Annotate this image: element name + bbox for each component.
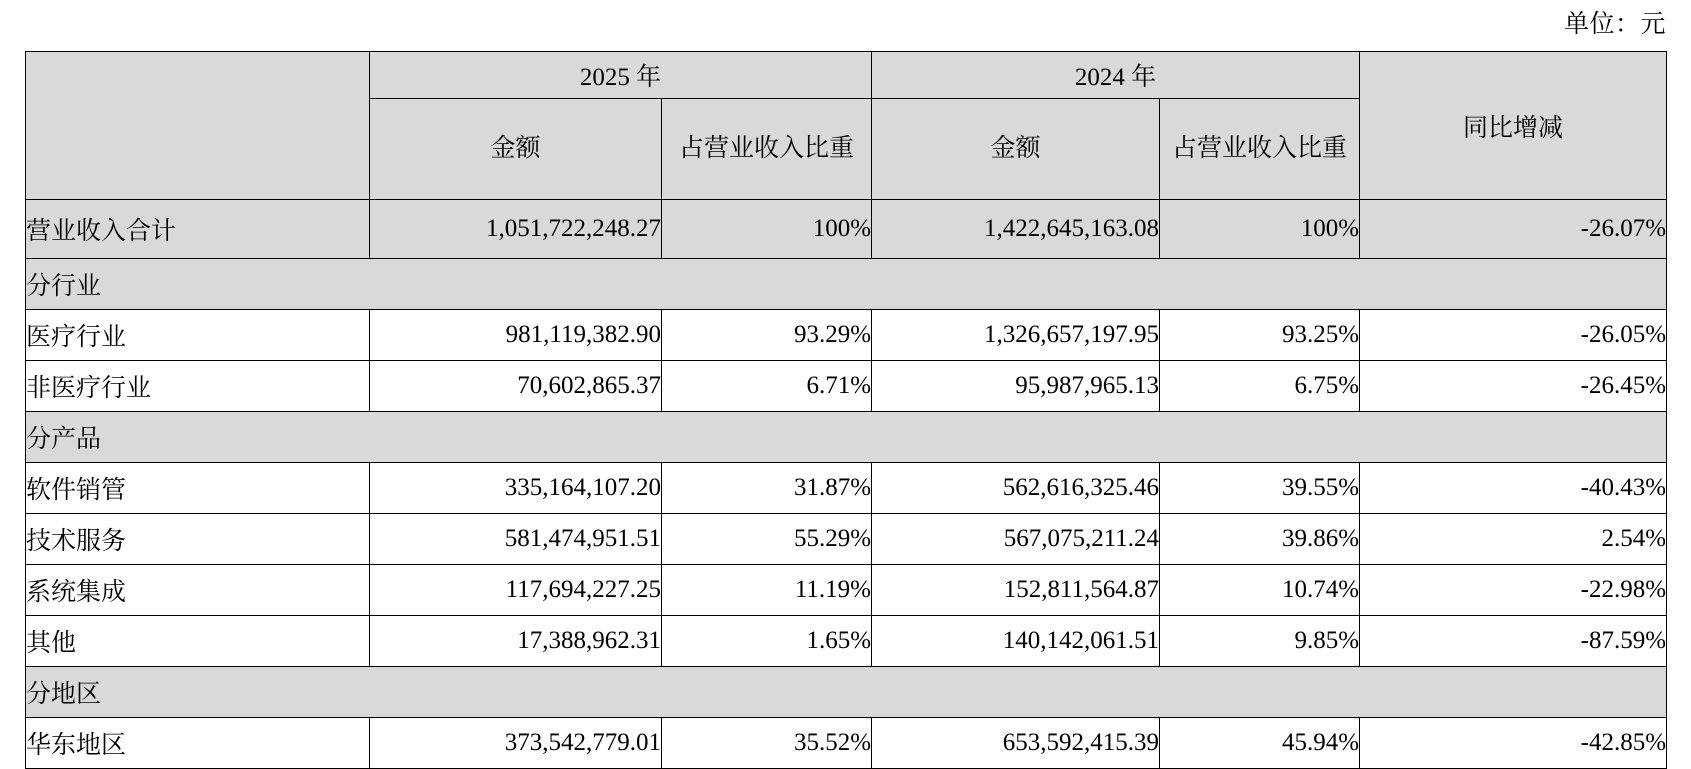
header-amount-2025: 金额 [370, 99, 662, 200]
cell-ratio-2024: 6.75% [1160, 361, 1360, 412]
table-body [26, 200, 1667, 769]
cell-yoy: 2.54% [1360, 514, 1667, 565]
cell-amount-2025: 17,388,962.31 [370, 616, 662, 667]
cell-amount-2024: 95,987,965.13 [872, 361, 1160, 412]
header-yoy-change: 同比增减 [1360, 52, 1667, 200]
row-label: 医疗行业 [26, 310, 370, 361]
cell-ratio-2024: 10.74% [1160, 565, 1360, 616]
cell-amount-2025: 981,119,382.90 [370, 310, 662, 361]
cell-yoy: -42.85% [1360, 718, 1667, 769]
cell-amount-2025: 117,694,227.25 [370, 565, 662, 616]
cell-ratio-2024: 93.25% [1160, 310, 1360, 361]
table-section-row [26, 667, 1667, 718]
header-year-2025: 2025 年 [370, 52, 872, 99]
cell-amount-2025: 581,474,951.51 [370, 514, 662, 565]
table-section-row [26, 412, 1667, 463]
cell-ratio-2025: 35.52% [662, 718, 872, 769]
cell-ratio-2024: 39.86% [1160, 514, 1360, 565]
header-year-2024: 2024 年 [872, 52, 1360, 99]
table-row [26, 463, 1667, 514]
cell-amount-2024: 1,422,645,163.08 [872, 200, 1160, 259]
cell-yoy: -87.59% [1360, 616, 1667, 667]
header-amount-2024: 金额 [872, 99, 1160, 200]
revenue-breakdown-table [25, 51, 1667, 769]
unit-note: 单位：元 [1563, 11, 1666, 38]
header-ratio-2025: 占营业收入比重 [662, 99, 872, 200]
row-label: 技术服务 [26, 514, 370, 565]
row-label: 非医疗行业 [26, 361, 370, 412]
row-label: 系统集成 [26, 565, 370, 616]
cell-amount-2025: 373,542,779.01 [370, 718, 662, 769]
cell-ratio-2024: 100% [1160, 200, 1360, 259]
row-label: 软件销管 [26, 463, 370, 514]
cell-amount-2025: 335,164,107.20 [370, 463, 662, 514]
table-row [26, 361, 1667, 412]
cell-yoy: -40.43% [1360, 463, 1667, 514]
cell-yoy: -26.45% [1360, 361, 1667, 412]
table-row [26, 718, 1667, 769]
cell-ratio-2025: 93.29% [662, 310, 872, 361]
table-row [26, 565, 1667, 616]
table-row [26, 514, 1667, 565]
cell-ratio-2025: 6.71% [662, 361, 872, 412]
cell-ratio-2025: 55.29% [662, 514, 872, 565]
cell-ratio-2024: 39.55% [1160, 463, 1360, 514]
cell-yoy: -26.05% [1360, 310, 1667, 361]
cell-amount-2024: 567,075,211.24 [872, 514, 1160, 565]
cell-amount-2024: 562,616,325.46 [872, 463, 1160, 514]
cell-ratio-2024: 45.94% [1160, 718, 1360, 769]
table-total-row [26, 200, 1667, 259]
row-label: 其他 [26, 616, 370, 667]
cell-yoy: -22.98% [1360, 565, 1667, 616]
cell-ratio-2025: 11.19% [662, 565, 872, 616]
header-corner-blank [26, 52, 370, 200]
cell-ratio-2025: 1.65% [662, 616, 872, 667]
cell-amount-2024: 1,326,657,197.95 [872, 310, 1160, 361]
cell-ratio-2025: 31.87% [662, 463, 872, 514]
section-label: 分行业 [26, 259, 1667, 310]
table-header [26, 52, 1667, 200]
table-section-row [26, 259, 1667, 310]
cell-amount-2024: 152,811,564.87 [872, 565, 1160, 616]
header-row-years [26, 52, 1667, 99]
cell-amount-2024: 653,592,415.39 [872, 718, 1160, 769]
row-label: 华东地区 [26, 718, 370, 769]
section-label: 分地区 [26, 667, 1667, 718]
row-label: 营业收入合计 [26, 200, 370, 259]
section-label: 分产品 [26, 412, 1667, 463]
cell-yoy: -26.07% [1360, 200, 1667, 259]
header-ratio-2024: 占营业收入比重 [1160, 99, 1360, 200]
cell-amount-2024: 140,142,061.51 [872, 616, 1160, 667]
cell-amount-2025: 1,051,722,248.27 [370, 200, 662, 259]
cell-amount-2025: 70,602,865.37 [370, 361, 662, 412]
table-row [26, 310, 1667, 361]
cell-ratio-2024: 9.85% [1160, 616, 1360, 667]
table-row [26, 616, 1667, 667]
cell-ratio-2025: 100% [662, 200, 872, 259]
